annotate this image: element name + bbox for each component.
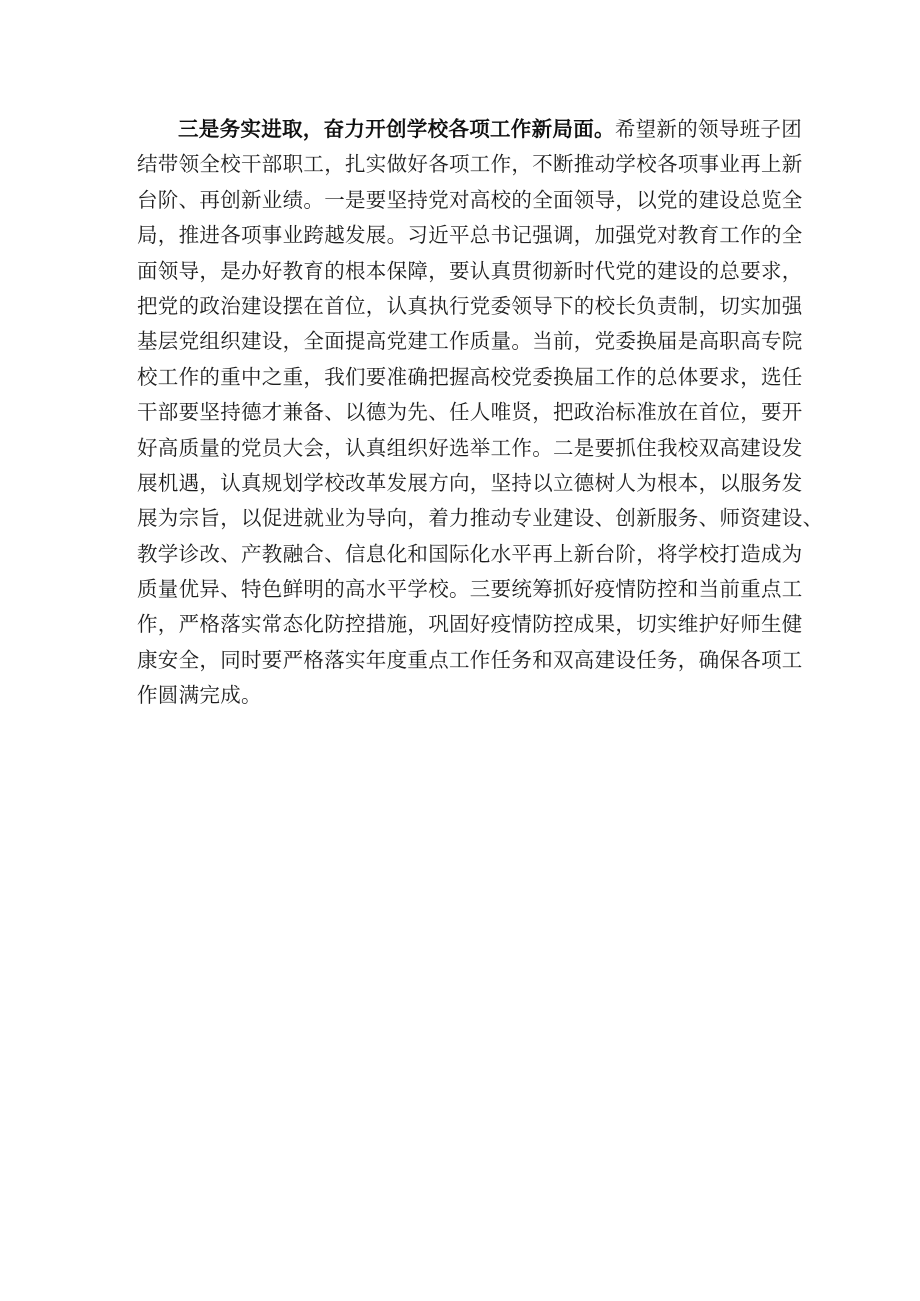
paragraph-line-text: 希望新的领导班子团 <box>614 117 803 141</box>
paragraph-line: 展机遇，认真规划学校改革发展方向，坚持以立德树人为根本，以服务发 <box>137 470 803 495</box>
paragraph-line: 结带领全校干部职工，扎实做好各项工作，不断推动学校各项事业再上新 <box>137 152 803 177</box>
paragraph-line: 作圆满完成。 <box>137 683 262 708</box>
paragraph-line: 作，严格落实常态化防控措施，巩固好疫情防控成果，切实维护好师生健 <box>137 612 803 637</box>
paragraph-line <box>137 112 803 147</box>
paragraph-line: 干部要坚持德才兼备、以德为先、任人唯贤，把政治标准放在首位，要开 <box>137 400 803 425</box>
paragraph-line: 校工作的重中之重，我们要准确把握高校党委换届工作的总体要求，选任 <box>137 364 803 389</box>
paragraph-line: 康安全，同时要严格落实年度重点工作任务和双高建设任务，确保各项工 <box>137 647 803 672</box>
paragraph-line: 台阶、再创新业绩。一是要坚持党对高校的全面领导，以党的建设总览全 <box>137 187 803 212</box>
paragraph-line: 基层党组织建设，全面提高党建工作质量。当前，党委换届是高职高专院 <box>137 329 803 354</box>
paragraph-lead-heading: 三是务实进取，奋力开创学校各项工作新局面。 <box>178 117 615 141</box>
paragraph-line: 局，推进各项事业跨越发展。习近平总书记强调，加强党对教育工作的全 <box>137 223 803 248</box>
paragraph-line: 把党的政治建设摆在首位，认真执行党委领导下的校长负责制，切实加强 <box>137 293 803 318</box>
paragraph-line: 质量优异、特色鲜明的高水平学校。三要统筹抓好疫情防控和当前重点工 <box>137 577 803 602</box>
body-paragraph <box>137 112 824 714</box>
paragraph-line: 好高质量的党员大会，认真组织好选举工作。二是要抓住我校双高建设发 <box>137 435 803 460</box>
paragraph-line: 教学诊改、产教融合、信息化和国际化水平再上新台阶，将学校打造成为 <box>137 541 803 566</box>
paragraph-line: 展为宗旨，以促进就业为导向，着力推动专业建设、创新服务、师资建设、 <box>137 506 824 531</box>
paragraph-line: 面领导，是办好教育的根本保障，要认真贯彻新时代党的建设的总要求， <box>137 258 803 283</box>
